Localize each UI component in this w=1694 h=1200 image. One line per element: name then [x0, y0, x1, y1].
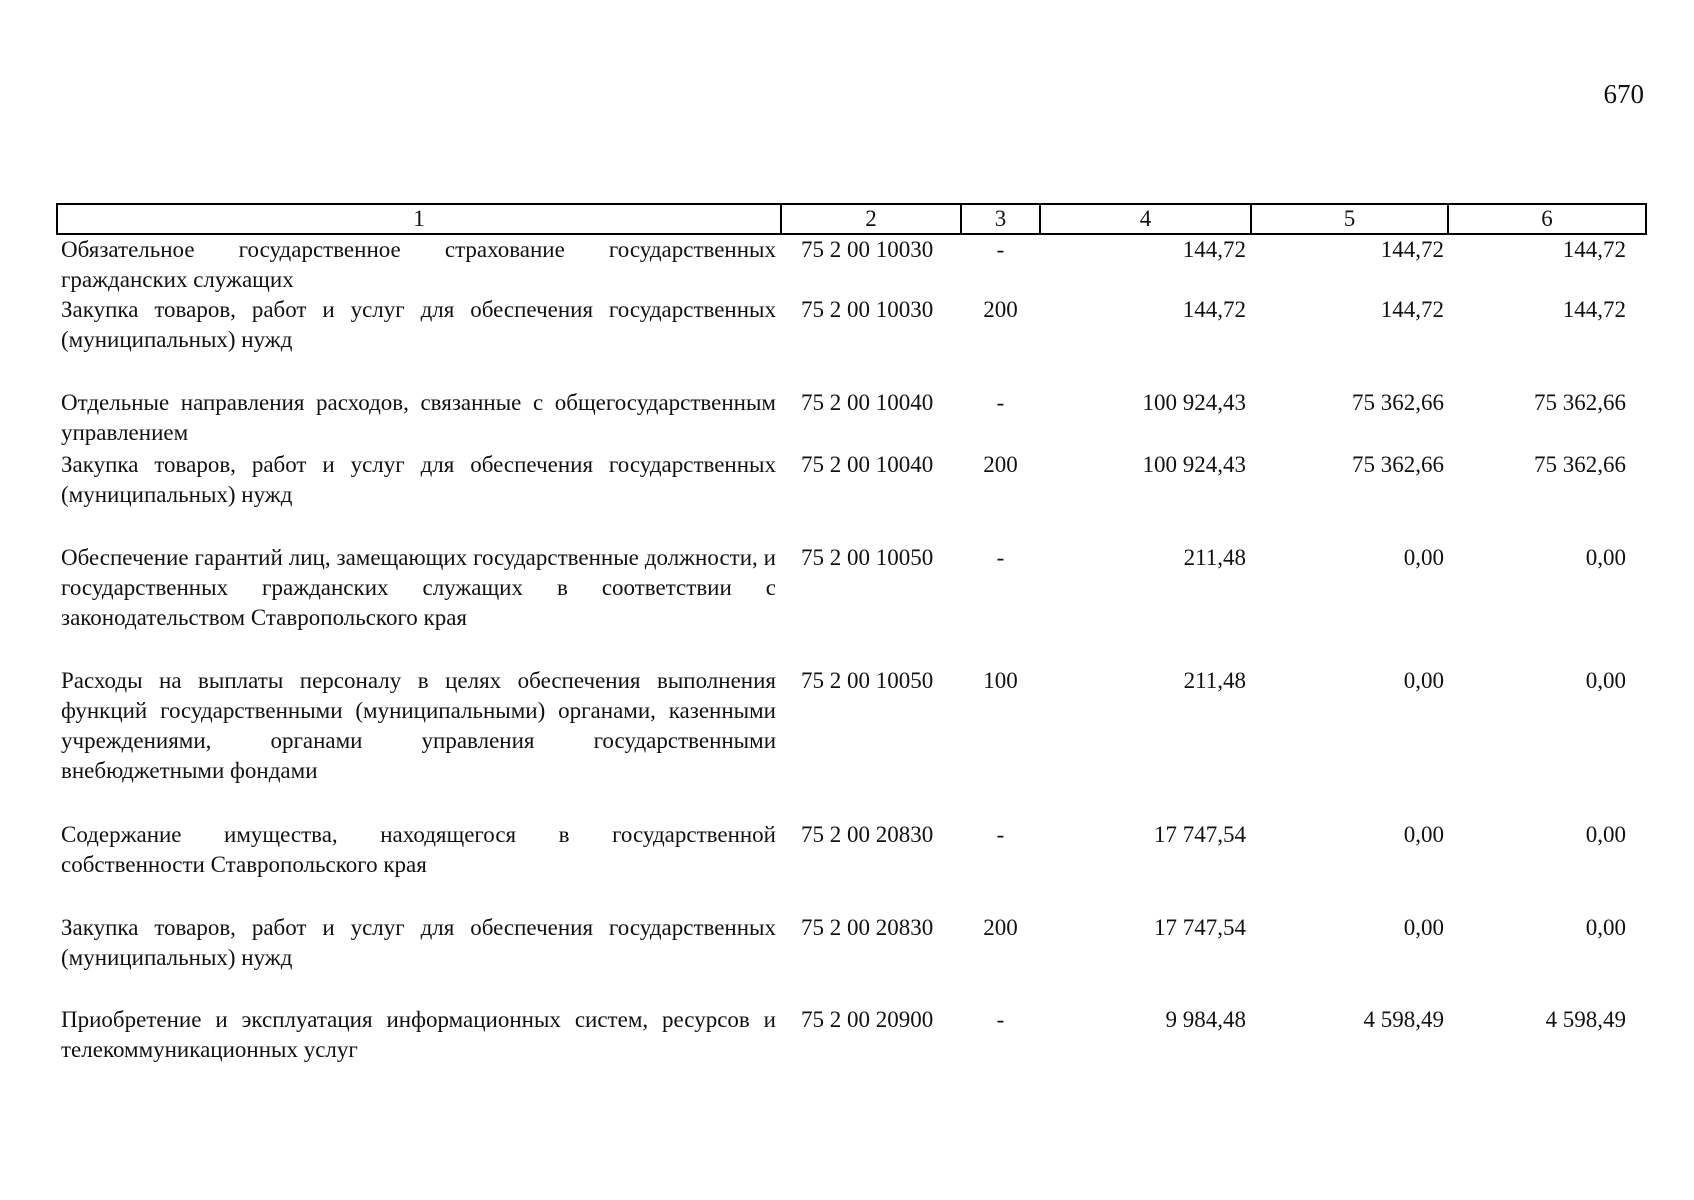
row-type: -	[996, 1007, 1005, 1032]
row-code: 75 2 00 10030	[801, 237, 934, 262]
table-body	[57, 234, 1646, 1067]
row-value-4: 144,72	[1182, 297, 1246, 322]
budget-table	[56, 203, 1647, 1067]
row-value-4: 144,72	[1182, 237, 1246, 262]
row-type: -	[996, 237, 1005, 262]
row-type: 200	[983, 452, 1018, 477]
row-name: Закупка товаров, работ и услуг для обеспечения государственных (муниципальных) нужд	[61, 297, 776, 352]
row-value-6: 75 362,66	[1534, 390, 1626, 415]
row-name: Приобретение и эксплуатация информационных систем, ресурсов и телекоммуникационных услуг	[61, 1007, 776, 1062]
row-value-5: 144,72	[1380, 237, 1444, 262]
row-code: 75 2 00 20830	[801, 915, 934, 940]
row-type: -	[996, 545, 1005, 570]
row-type: 200	[983, 915, 1018, 940]
table-header	[57, 204, 1646, 234]
row-value-6: 75 362,66	[1534, 452, 1626, 477]
row-code: 75 2 00 10050	[801, 545, 934, 570]
table-row	[57, 388, 1646, 450]
row-name: Обеспечение гарантий лиц, замещающих государственные должности, и государственных гражданских служащих в соответствии с законодательством Ставропольского края	[61, 545, 776, 630]
column-header: 1	[57, 204, 781, 234]
row-name: Отдельные направления расходов, связанные с общегосударственным управлением	[61, 390, 776, 445]
row-name: Обязательное государственное страхование государственных гражданских служащих	[61, 237, 776, 292]
table-row	[57, 913, 1646, 1005]
column-header: 6	[1448, 204, 1646, 234]
table-row	[57, 295, 1646, 388]
row-value-4: 211,48	[1183, 545, 1246, 570]
row-value-6: 0,00	[1585, 545, 1626, 570]
row-name: Закупка товаров, работ и услуг для обеспечения государственных (муниципальных) нужд	[61, 915, 776, 970]
row-value-4: 100 924,43	[1142, 390, 1246, 415]
row-code: 75 2 00 10030	[801, 297, 934, 322]
row-code: 75 2 00 20830	[801, 822, 934, 847]
column-header: 2	[781, 204, 961, 234]
row-value-4: 100 924,43	[1142, 452, 1246, 477]
row-value-4: 17 747,54	[1154, 915, 1246, 940]
table-row	[57, 1005, 1646, 1067]
row-value-6: 0,00	[1585, 822, 1626, 847]
row-value-5: 144,72	[1380, 297, 1444, 322]
table-row	[57, 666, 1646, 820]
row-value-5: 0,00	[1403, 822, 1444, 847]
table-row	[57, 543, 1646, 666]
row-value-6: 0,00	[1585, 915, 1626, 940]
row-code: 75 2 00 10040	[801, 452, 934, 477]
column-header: 3	[961, 204, 1040, 234]
table-row	[57, 820, 1646, 913]
column-header: 5	[1251, 204, 1448, 234]
row-value-4: 17 747,54	[1154, 822, 1246, 847]
page-number: 670	[1603, 79, 1644, 109]
row-name: Закупка товаров, работ и услуг для обеспечения государственных (муниципальных) нужд	[61, 452, 776, 507]
row-code: 75 2 00 10050	[801, 668, 934, 693]
row-code: 75 2 00 10040	[801, 390, 934, 415]
row-value-5: 75 362,66	[1352, 390, 1444, 415]
row-name: Расходы на выплаты персоналу в целях обеспечения выполнения функций государственными (муниципальными) органами, казенными учреждениями, органами управления государственными внебюджетными фондами	[61, 668, 776, 783]
row-name: Содержание имущества, находящегося в государственной собственности Ставропольского края	[61, 822, 776, 877]
row-type: -	[996, 822, 1005, 847]
row-value-6: 144,72	[1562, 237, 1626, 262]
row-value-6: 0,00	[1585, 668, 1626, 693]
row-value-5: 0,00	[1403, 915, 1444, 940]
row-type: 200	[983, 297, 1018, 322]
table-row	[57, 234, 1646, 295]
row-value-5: 4 598,49	[1363, 1007, 1444, 1032]
row-value-4: 211,48	[1183, 668, 1246, 693]
row-value-6: 144,72	[1562, 297, 1626, 322]
table-row	[57, 450, 1646, 543]
row-value-4: 9 984,48	[1165, 1007, 1246, 1032]
header-row	[57, 204, 1646, 234]
row-type: 100	[983, 668, 1018, 693]
row-value-5: 0,00	[1403, 668, 1444, 693]
row-code: 75 2 00 20900	[801, 1007, 934, 1032]
column-header: 4	[1040, 204, 1251, 234]
row-type: -	[996, 390, 1005, 415]
row-value-5: 0,00	[1403, 545, 1444, 570]
row-value-5: 75 362,66	[1352, 452, 1444, 477]
row-value-6: 4 598,49	[1545, 1007, 1626, 1032]
